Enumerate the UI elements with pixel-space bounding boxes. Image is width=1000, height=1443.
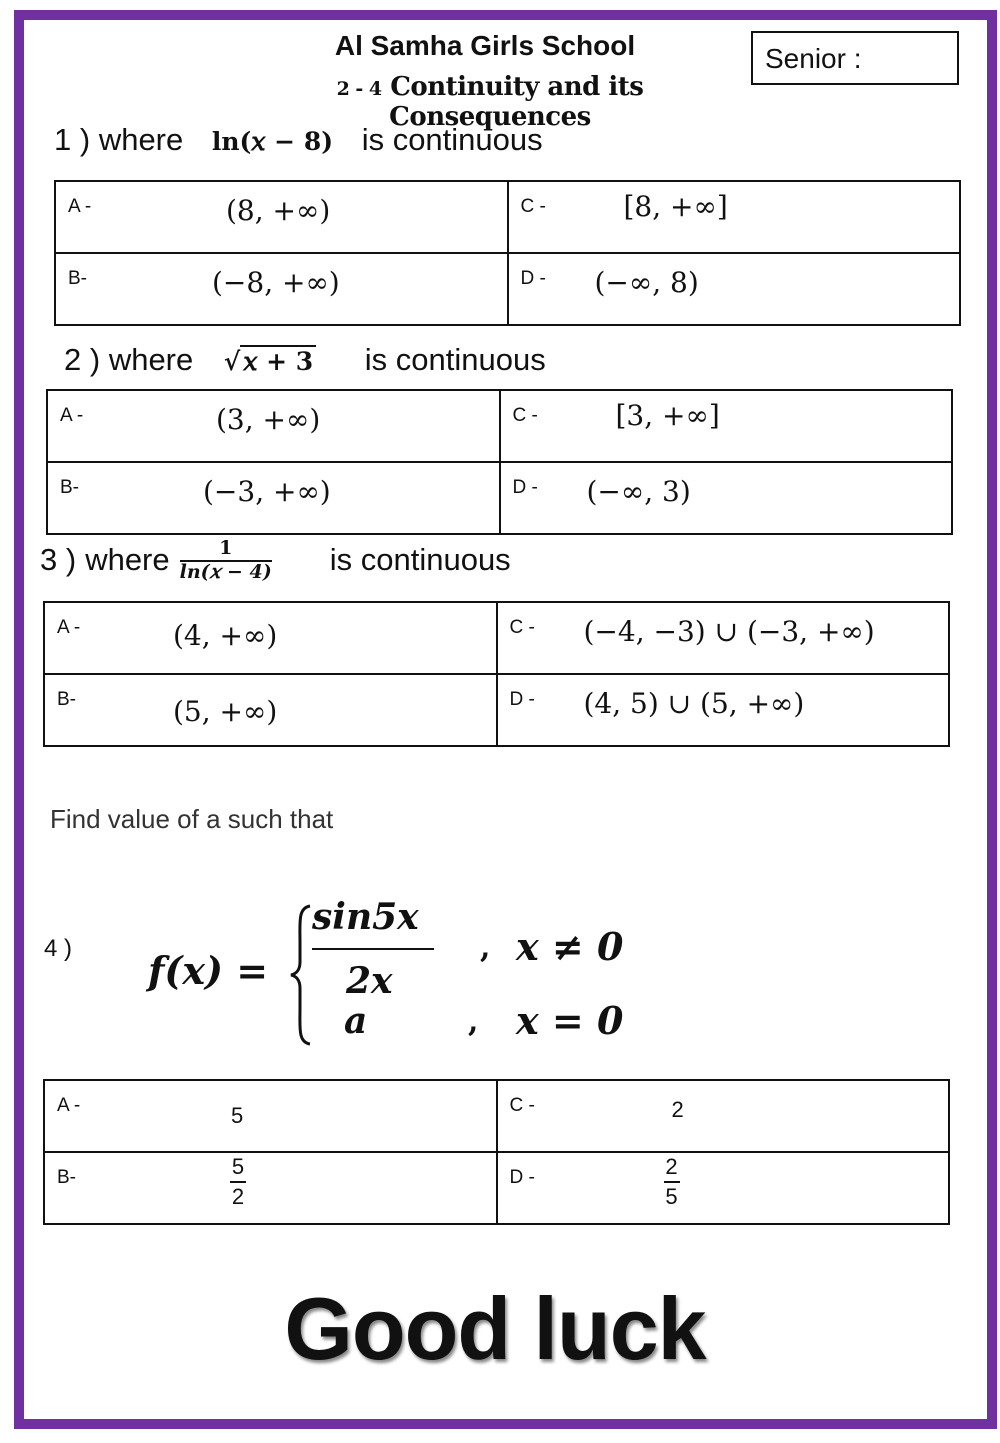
- q1-option-d[interactable]: D - (−∞, 8): [508, 253, 961, 325]
- q2-suffix: is continuous: [364, 342, 546, 377]
- q4-case2-separator: ,: [468, 1004, 479, 1039]
- q2-c-value: [3, +∞]: [615, 399, 720, 432]
- q2-b-value: (−3, +∞): [203, 475, 331, 508]
- q1-option-c[interactable]: C - [8, +∞]: [508, 181, 961, 253]
- q2-option-c[interactable]: C - [3, +∞]: [500, 390, 953, 462]
- q4-b-fraction: [230, 1155, 246, 1209]
- q3-c-value: (−4, −3) ∪ (−3, +∞): [583, 615, 875, 648]
- q4-option-d[interactable]: D - 2 5: [497, 1152, 950, 1224]
- q2-number: 2 ): [64, 342, 101, 377]
- q4-case1-denominator: 2x: [346, 960, 393, 1002]
- q1-suffix: is continuous: [361, 122, 543, 157]
- q2-option-d[interactable]: D - (−∞, 3): [500, 462, 953, 534]
- q2-prefix: where: [108, 342, 194, 377]
- q2-option-b[interactable]: B- (−3, +∞): [47, 462, 500, 534]
- q4-intro: Find value of a such that: [50, 804, 334, 834]
- senior-label: Senior :: [765, 43, 862, 74]
- q3-a-value: (4, +∞): [173, 619, 278, 652]
- q4-d-denominator: 5: [665, 1184, 678, 1210]
- q1-options: [54, 180, 961, 326]
- senior-field[interactable]: [751, 31, 959, 85]
- q1-d-value: (−∞, 8): [594, 266, 699, 299]
- question-1: [54, 122, 543, 158]
- q3-option-a[interactable]: A - (4, +∞): [44, 602, 497, 674]
- q2-expression: √ 𝑥 + 3: [224, 347, 316, 376]
- q3-d-value: (4, 5) ∪ (5, +∞): [583, 687, 805, 720]
- q3-prefix: where: [85, 542, 170, 578]
- q3-options: [43, 601, 950, 747]
- q4-b-denominator: 2: [231, 1184, 245, 1210]
- lesson-name: Continuity and its Consequences: [389, 72, 644, 132]
- q2-options: [46, 389, 953, 535]
- q1-number: 1 ): [54, 122, 91, 157]
- q4-case1-numerator: sin5x: [312, 896, 419, 938]
- q4-d-fraction-bar: [664, 1181, 680, 1183]
- q3-number: 3 ): [40, 542, 77, 578]
- q2-d-value: (−∞, 3): [586, 475, 691, 508]
- q2-option-a[interactable]: A - (3, +∞): [47, 390, 500, 462]
- q4-option-b[interactable]: B- 5 2: [44, 1152, 497, 1224]
- q4-case2-value: a: [344, 1000, 368, 1042]
- q4-fraction-bar: [312, 948, 434, 950]
- q1-b-value: (−8, +∞): [212, 266, 340, 299]
- q3-suffix: is continuous: [329, 542, 511, 578]
- q4-number: 4 ): [44, 935, 73, 962]
- q2-radicand: 𝑥 + 3: [240, 345, 316, 376]
- q4-b-fraction-bar: [230, 1181, 246, 1183]
- q3-option-c[interactable]: C - (−4, −3) ∪ (−3, +∞): [497, 602, 950, 674]
- q1-expression: ln(𝑥 − 8): [211, 127, 334, 156]
- q4-case2-condition: x = 0: [516, 998, 624, 1043]
- question-3: [40, 538, 511, 583]
- good-luck: Good luck: [284, 1279, 706, 1378]
- q4-option-a[interactable]: A - 5: [44, 1080, 497, 1152]
- q4-c-value: 2: [671, 1097, 684, 1122]
- q1-a-value: (8, +∞): [226, 194, 331, 227]
- q4-d-fraction: [664, 1155, 680, 1209]
- school-name: Al Samha Girls School: [334, 30, 636, 61]
- q2-a-value: (3, +∞): [216, 403, 321, 436]
- q4-d-numerator: 2: [665, 1154, 678, 1179]
- q3-b-value: (5, +∞): [173, 695, 278, 728]
- q4-lhs: f(x) =: [148, 948, 269, 993]
- q1-option-a[interactable]: A - (8, +∞): [55, 181, 508, 253]
- q4-case1-condition: x ≠ 0: [516, 924, 624, 969]
- question-2: [64, 342, 546, 378]
- q3-option-b[interactable]: B- (5, +∞): [44, 674, 497, 746]
- q1-option-b[interactable]: B- (−8, +∞): [55, 253, 508, 325]
- q3-option-d[interactable]: D - (4, 5) ∪ (5, +∞): [497, 674, 950, 746]
- q4-b-numerator: 5: [231, 1154, 245, 1179]
- q4-case1-separator: ,: [480, 930, 491, 965]
- q4-option-c[interactable]: C - 2: [497, 1080, 950, 1152]
- q3-denominator: ln(𝑥 − 4): [179, 560, 272, 583]
- q3-numerator: 1: [180, 538, 272, 562]
- q1-prefix: where: [98, 122, 184, 157]
- q4-options: [43, 1079, 950, 1225]
- lesson-number: 2 - 4: [336, 78, 382, 100]
- q4-piecewise-function: [140, 890, 660, 1060]
- q1-c-value: [8, +∞]: [623, 190, 728, 223]
- q3-expression: [180, 538, 272, 583]
- brace-icon: [288, 902, 314, 1048]
- q4-a-value: 5: [231, 1103, 244, 1128]
